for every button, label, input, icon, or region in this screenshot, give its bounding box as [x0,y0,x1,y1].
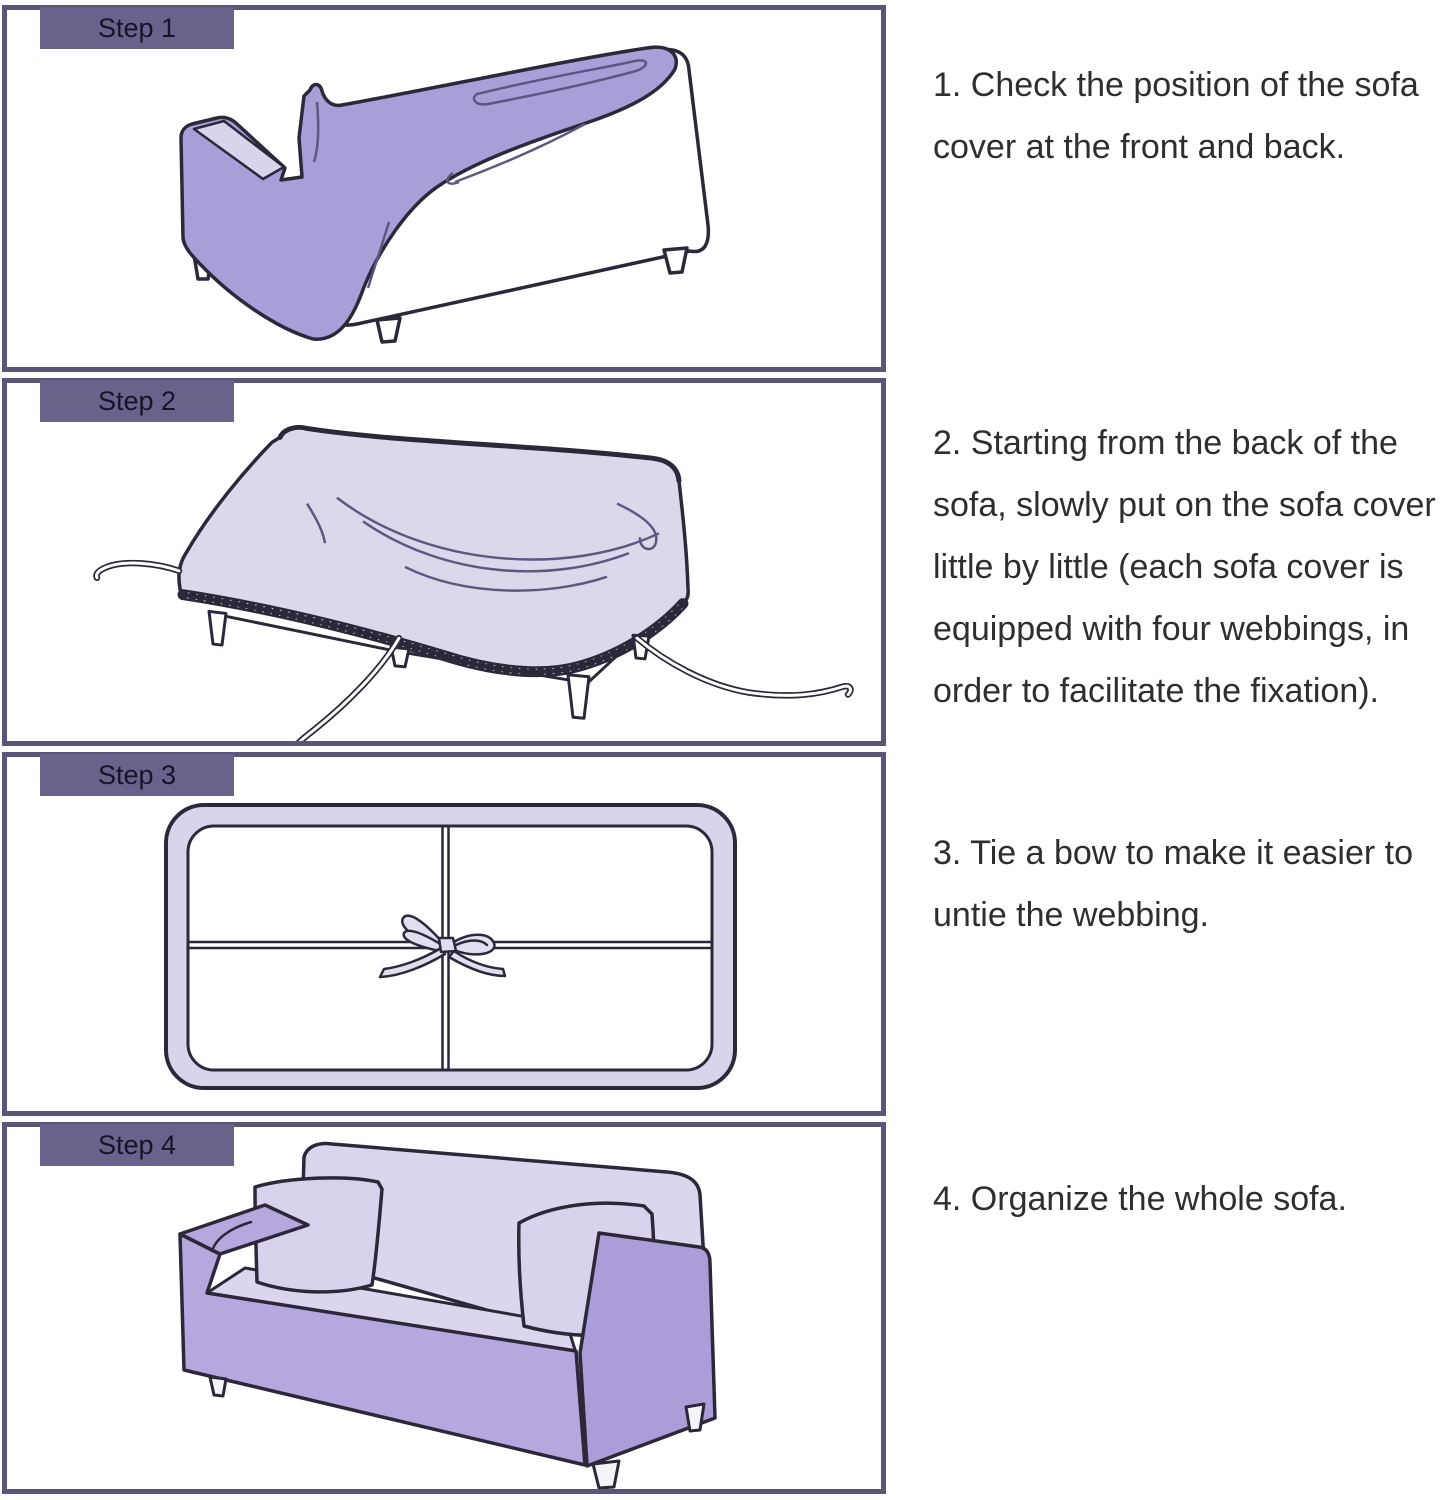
sofa-leg [593,1461,619,1488]
step-panel-1 [2,5,886,372]
sofa-covered-with-webbings-illustration [7,383,881,741]
sofa-leg [686,1404,704,1431]
step-2-label: Step 2 [97,385,177,416]
step-2-banner [40,380,234,422]
step-1-label: Step 1 [97,12,177,43]
step-4-banner [40,1124,234,1166]
instruction-step-2: 2. Starting from the back of the sofa, slowly put on the sofa cover little by little (each sofa cover is equipped with four webbings, in order to facilitate the fixation). [933,424,1436,710]
instruction-step-3: 3. Tie a bow to make it easier to untie the webbing. [933,834,1414,934]
step-3-label: Step 3 [97,759,177,790]
sofa-cover-draped-illustration [7,10,881,367]
step-1-banner [40,7,234,49]
step-panel-4 [2,1122,886,1494]
step-3-banner [40,754,234,796]
step-4-label: Step 4 [97,1129,177,1160]
step-panel-2 [2,378,886,746]
step-panel-3 [2,752,886,1116]
sofa-leg [568,675,589,719]
sofa-leg [377,318,400,342]
sofa-leg [210,1377,226,1396]
instruction-step-1: 1. Check the position of the sofa cover at the front and back. [933,66,1419,166]
sofa-leg [209,611,226,645]
sofa-underside-bow-illustration [7,757,881,1111]
finished-sofa-illustration [7,1127,881,1489]
sofa-leg [664,248,687,273]
instruction-step-4: 4. Organize the whole sofa. [933,1180,1347,1218]
